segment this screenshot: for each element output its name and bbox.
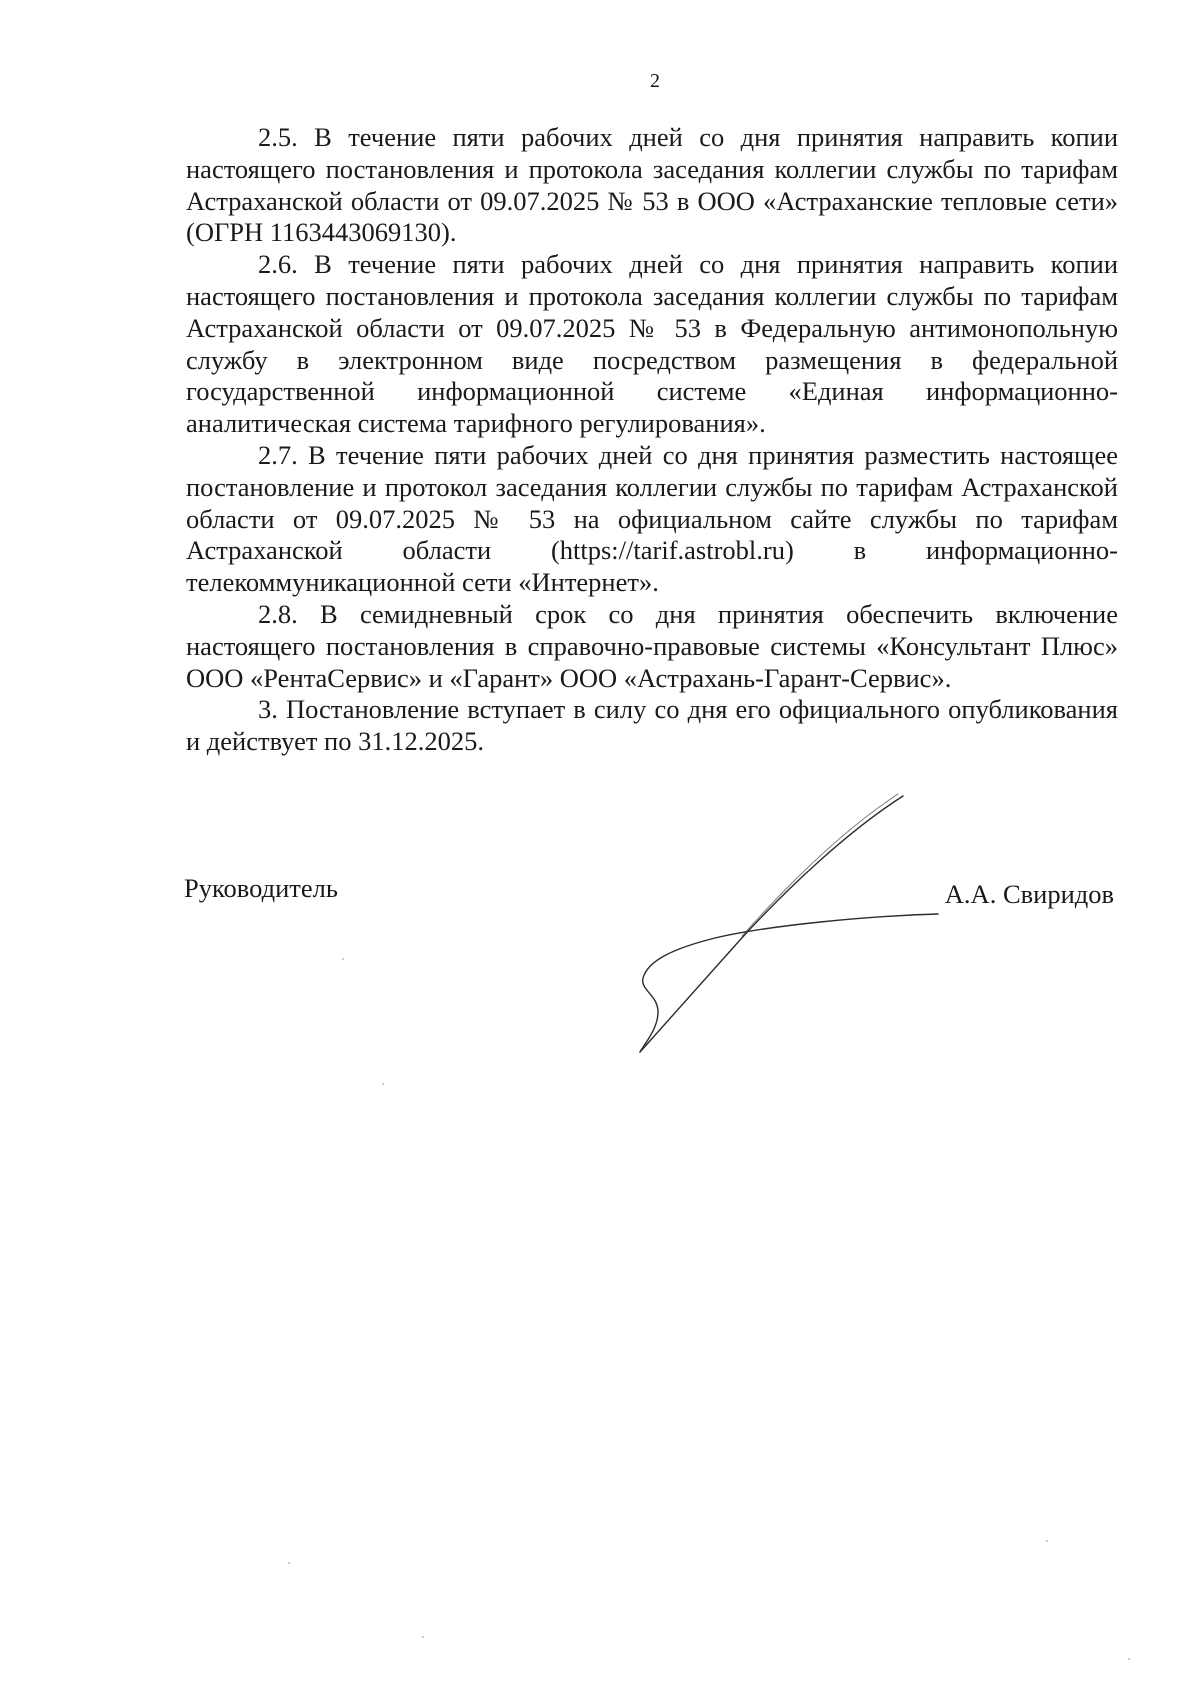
document-body [186, 122, 1118, 758]
paragraph-3: 3. Постановление вступает в силу со дня его официального опубликования и действует по 31.12.2025. [186, 694, 1118, 757]
signature-stroke-loop [640, 914, 938, 1052]
scan-speck [288, 1562, 290, 1564]
scan-speck [342, 958, 344, 960]
handwritten-signature [620, 790, 940, 1060]
paragraph-2-8: 2.8. В семидневный срок со дня принятия обеспечить включение настоящего постановления в справочно-правовые системы «Консультант Плюс» ООО «РентаСервис» и «Гарант» ООО «Астрахань-Гарант-Сервис». [186, 598, 1118, 693]
paragraph-2-7: 2.7. В течение пяти рабочих дней со дня принятия разместить настоящее постановление и протокол заседания коллегии службы по тарифам Астраханской области от 09.07.2025 № 53 на официальном сайте службы по тарифам Астраханской области (https://tarif.astrobl.ru) в информационно-телекоммуникационной сети «Интернет». [186, 439, 1118, 598]
scan-speck [382, 1083, 384, 1085]
scan-speck [1128, 1658, 1130, 1660]
scan-speck [422, 1636, 424, 1638]
paragraph-2-6: 2.6. В течение пяти рабочих дней со дня принятия направить копии настоящего постановления и протокола заседания коллегии службы по тарифам Астраханской области от 09.07.2025 № 53 в Федеральную антимонопольную службу в электронном виде посредством размещения в федеральной государственной информационной системе «Единая информационно-аналитическая система тарифного регулирования». [186, 249, 1118, 439]
signer-title: Руководитель [184, 873, 338, 903]
paragraph-2-5: 2.5. В течение пяти рабочих дней со дня принятия направить копии настоящего постановления и протокола заседания коллегии службы по тарифам Астраханской области от 09.07.2025 № 53 в ООО «Астраханские тепловые сети» (ОГРН 1163443069130). [186, 122, 1118, 248]
signer-name: А.А. Свиридов [944, 879, 1114, 909]
page-number: 2 [650, 70, 660, 92]
signature-stroke-main [640, 796, 903, 1052]
scan-speck [1046, 1540, 1048, 1542]
